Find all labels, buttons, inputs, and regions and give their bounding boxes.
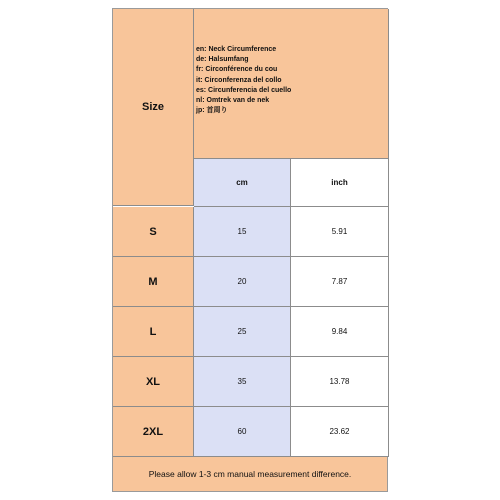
cm-2xl: 60 [194,407,291,457]
size-l: L [113,307,194,357]
measurement-name-list [194,9,389,159]
lang-fr: fr: Circonférence du cou [196,66,278,74]
unit-cm-header: cm [194,159,291,207]
lang-en: en: Neck Circumference [196,46,277,53]
cm-m: 20 [194,257,291,307]
unit-inch-header: inch [291,159,389,207]
size-xl: XL [113,357,194,407]
size-2xl: 2XL [113,407,194,457]
size-header: Size [113,9,194,206]
lang-es: es: Circunferencia del cuello [196,86,292,94]
measurement-note: Please allow 1-3 cm manual measurement difference. [113,457,387,491]
cm-l: 25 [194,307,291,357]
inch-xl: 13.78 [291,357,389,407]
cm-xl: 35 [194,357,291,407]
inch-2xl: 23.62 [291,407,389,457]
inch-l: 9.84 [291,307,389,357]
size-s: S [113,207,194,257]
cm-s: 15 [194,207,291,257]
inch-s: 5.91 [291,207,389,257]
inch-m: 7.87 [291,257,389,307]
lang-de: de: Halsumfang [196,56,249,64]
size-chart [112,8,388,492]
size-m: M [113,257,194,307]
lang-it: it: Circonferenza del collo [196,76,282,84]
lang-jp: jp: 首周り [196,107,228,115]
lang-nl: nl: Omtrek van de nek [196,97,270,105]
